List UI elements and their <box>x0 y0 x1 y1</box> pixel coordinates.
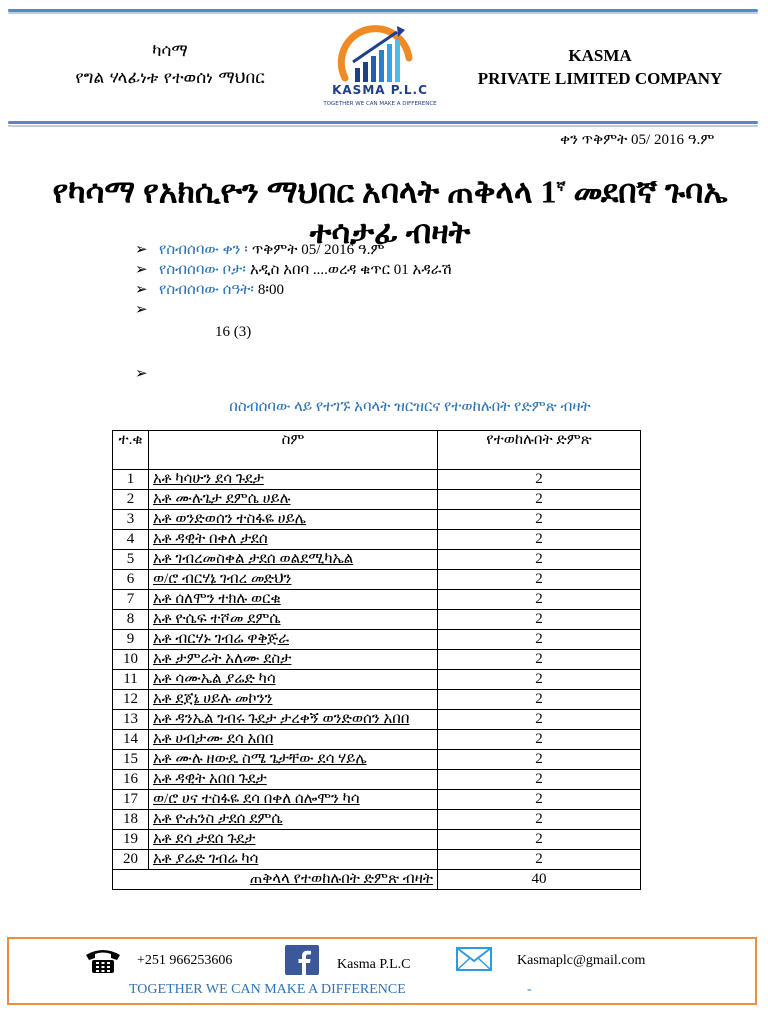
row-name: አቶ ደሳ ታደሰ ጉደታ <box>149 830 438 850</box>
row-number: 6 <box>113 570 149 590</box>
row-votes: 2 <box>438 630 641 650</box>
table-row <box>113 670 641 690</box>
row-votes: 2 <box>438 730 641 750</box>
row-votes: 2 <box>438 510 641 530</box>
row-name: አቶ ደጀኔ ሀይሉ መኮንን <box>149 690 438 710</box>
row-name: አቶ ብርሃኑ ገብሬ ዋቅጅራ <box>149 630 438 650</box>
total-value: 40 <box>438 870 641 890</box>
table-row <box>113 610 641 630</box>
row-name: አቶ ወንድወሰን ተስፋዬ ሀይሌ <box>149 510 438 530</box>
row-votes: 2 <box>438 750 641 770</box>
logo-bar <box>395 40 400 82</box>
row-number: 10 <box>113 650 149 670</box>
row-number: 7 <box>113 590 149 610</box>
table-header-row <box>113 431 641 470</box>
row-votes: 2 <box>438 570 641 590</box>
company-name-english-line1: KASMA <box>568 46 632 65</box>
facebook-icon <box>285 945 319 975</box>
row-number: 19 <box>113 830 149 850</box>
row-number: 15 <box>113 750 149 770</box>
row-votes: 2 <box>438 470 641 490</box>
footer-dash: - <box>527 982 532 997</box>
arrow-bullet-icon: ➢ <box>135 302 148 318</box>
bullet-text: አዲስ አበባ ....ወረዳ ቁጥር 01 አዳራሽ <box>249 262 452 278</box>
phone-icon <box>84 947 122 975</box>
header-bottom-rule <box>8 121 758 124</box>
row-votes: 2 <box>438 690 641 710</box>
row-name: አቶ ዮሴፍ ተሾመ ደምሴ <box>149 610 438 630</box>
logo-bar <box>355 68 360 82</box>
bullet-time <box>135 280 655 300</box>
row-name: ወ/ሮ ብርሃኔ ገብረ መድህን <box>149 570 438 590</box>
header-name: ስም <box>149 431 438 470</box>
document-date: ቀን ጥቅምት 05/ 2016 ዓ.ም <box>560 132 715 148</box>
table-row <box>113 730 641 750</box>
row-number: 8 <box>113 610 149 630</box>
table-row <box>113 850 641 870</box>
row-number: 4 <box>113 530 149 550</box>
row-number: 3 <box>113 510 149 530</box>
table-row <box>113 690 641 710</box>
arrow-bullet-icon: ➢ <box>135 282 148 298</box>
table-row <box>113 590 641 610</box>
row-number: 20 <box>113 850 149 870</box>
table-row <box>113 650 641 670</box>
bullet-text: ጥቅምት 05/ 2016 ዓ.ም <box>251 242 385 258</box>
bullet-empty <box>135 300 655 320</box>
footer-tagline: TOGETHER WE CAN MAKE A DIFFERENCE <box>129 982 406 997</box>
row-votes: 2 <box>438 810 641 830</box>
header-top-rule-shadow <box>8 12 758 14</box>
table-row <box>113 470 641 490</box>
bullet-sub-text: 16 (3) <box>215 324 252 340</box>
arrow-bullet-icon: ➢ <box>135 262 148 278</box>
bullet-label: የስብሰባው ሰዓት፡ <box>159 282 254 298</box>
title-part2: መደበኛ ጉባኤ ተሳታፊ ብዛት <box>309 173 728 250</box>
table-row <box>113 490 641 510</box>
logo-bar <box>371 56 376 82</box>
row-number: 5 <box>113 550 149 570</box>
footer-phone: +251 966253606 <box>137 953 233 968</box>
logo-tagline: TOGETHER WE CAN MAKE A DIFFERENCE <box>323 101 437 107</box>
row-name: አቶ ያሬድ ገብሬ ካሳ <box>149 850 438 870</box>
footer-box <box>7 937 757 1005</box>
row-number: 16 <box>113 770 149 790</box>
footer-email: Kasmaplc@gmail.com <box>517 953 646 968</box>
company-name-english-line2: PRIVATE LIMITED COMPANY <box>477 69 723 88</box>
table-row <box>113 830 641 850</box>
table-row <box>113 530 641 550</box>
logo-text: KASMA P.L.C <box>332 83 428 97</box>
row-votes: 2 <box>438 850 641 870</box>
bullet-label: የስብሰባው ቀን ፡ <box>159 242 248 258</box>
bullet-last <box>135 364 655 384</box>
logo-bar <box>387 44 392 82</box>
row-number: 14 <box>113 730 149 750</box>
row-name: አቶ ሙሉ ዘውዴ ስሜ ጌታቸው ደሳ ሃይሌ <box>149 750 438 770</box>
header-votes: የተወከሉበት ድምጽ <box>438 431 641 470</box>
header-bottom-rule-shadow <box>8 125 758 127</box>
row-name: አቶ ሙሉጌታ ደምሴ ሀይሉ <box>149 490 438 510</box>
arrow-bullet-icon: ➢ <box>135 366 148 382</box>
logo-bar <box>363 62 368 82</box>
title-part1: የካሳማ የአክሲዮን ማህበር አባላት ጠቅላላ 1 <box>52 173 557 210</box>
row-name: አቶ ዳዊት አበበ ጉደታ <box>149 770 438 790</box>
row-name: አቶ ገብረመስቀል ታደሰ ወልደሚካኤል <box>149 550 438 570</box>
bullet-place <box>135 260 655 280</box>
row-name: አቶ ሳሙኤል ያሬድ ካሳ <box>149 670 438 690</box>
table-row <box>113 750 641 770</box>
row-number: 17 <box>113 790 149 810</box>
company-name-amharic-line1: ካሳማ <box>152 41 188 61</box>
company-name-amharic-line2: የግል ሃላፊነቱ የተወሰነ ማህበር <box>75 68 265 88</box>
attendees-table <box>112 430 641 890</box>
row-number: 1 <box>113 470 149 490</box>
row-votes: 2 <box>438 650 641 670</box>
row-votes: 2 <box>438 830 641 850</box>
row-name: አቶ ዮሐንስ ታደሰ ደምሴ <box>149 810 438 830</box>
row-name: አቶ ሀብታሙ ደሳ አበበ <box>149 730 438 750</box>
bullet-label: የስብሰባው ቦታ፡ <box>159 262 246 278</box>
row-number: 2 <box>113 490 149 510</box>
header-number: ተ.ቁ <box>113 431 149 470</box>
company-name-english <box>455 44 745 90</box>
table-row <box>113 550 641 570</box>
row-name: አቶ ዳዊት በቀለ ታደሰ <box>149 530 438 550</box>
row-name: አቶ ዳንኤል ገብሩ ጉደታ ታረቀኝ ወንድወሰን አበበ <box>149 710 438 730</box>
mail-icon <box>456 947 492 971</box>
logo-bar <box>379 50 384 82</box>
bullet-date <box>135 240 655 260</box>
table-total-row <box>113 870 641 890</box>
arrow-bullet-icon: ➢ <box>135 242 148 258</box>
row-votes: 2 <box>438 790 641 810</box>
row-name: አቶ ሰለሞን ተክሉ ወርቁ <box>149 590 438 610</box>
row-name: ወ/ሮ ሀና ተስፋዬ ደሳ በቀለ ሰሎሞን ካሳ <box>149 790 438 810</box>
table-row <box>113 810 641 830</box>
table-caption: በስብሰባው ላይ የተገኙ አባላት ዝርዝርና የተወከሉበት የድምጽ ብዛት <box>229 399 591 415</box>
row-votes: 2 <box>438 590 641 610</box>
table-row <box>113 710 641 730</box>
meeting-details <box>135 240 655 384</box>
row-votes: 2 <box>438 550 641 570</box>
row-name: አቶ ታምራት አለሙ ደስታ <box>149 650 438 670</box>
row-number: 11 <box>113 670 149 690</box>
row-name: አቶ ካሳሁን ደሳ ጉደታ <box>149 470 438 490</box>
row-votes: 2 <box>438 710 641 730</box>
row-number: 9 <box>113 630 149 650</box>
row-number: 18 <box>113 810 149 830</box>
table-row <box>113 570 641 590</box>
row-votes: 2 <box>438 490 641 510</box>
bullet-text: 8፡00 <box>257 282 284 298</box>
total-label: ጠቅላላ የተወከሉበት ድምጽ ብዛት <box>113 870 438 890</box>
row-votes: 2 <box>438 770 641 790</box>
table-row <box>113 770 641 790</box>
row-votes: 2 <box>438 530 641 550</box>
kasma-logo <box>305 18 455 110</box>
table-row <box>113 790 641 810</box>
row-votes: 2 <box>438 610 641 630</box>
title-superscript: ኛ <box>556 180 566 195</box>
row-votes: 2 <box>438 670 641 690</box>
footer-facebook: Kasma P.L.C <box>337 957 411 972</box>
table-row <box>113 510 641 530</box>
row-number: 12 <box>113 690 149 710</box>
table-row <box>113 630 641 650</box>
company-name-amharic <box>30 38 310 92</box>
row-number: 13 <box>113 710 149 730</box>
